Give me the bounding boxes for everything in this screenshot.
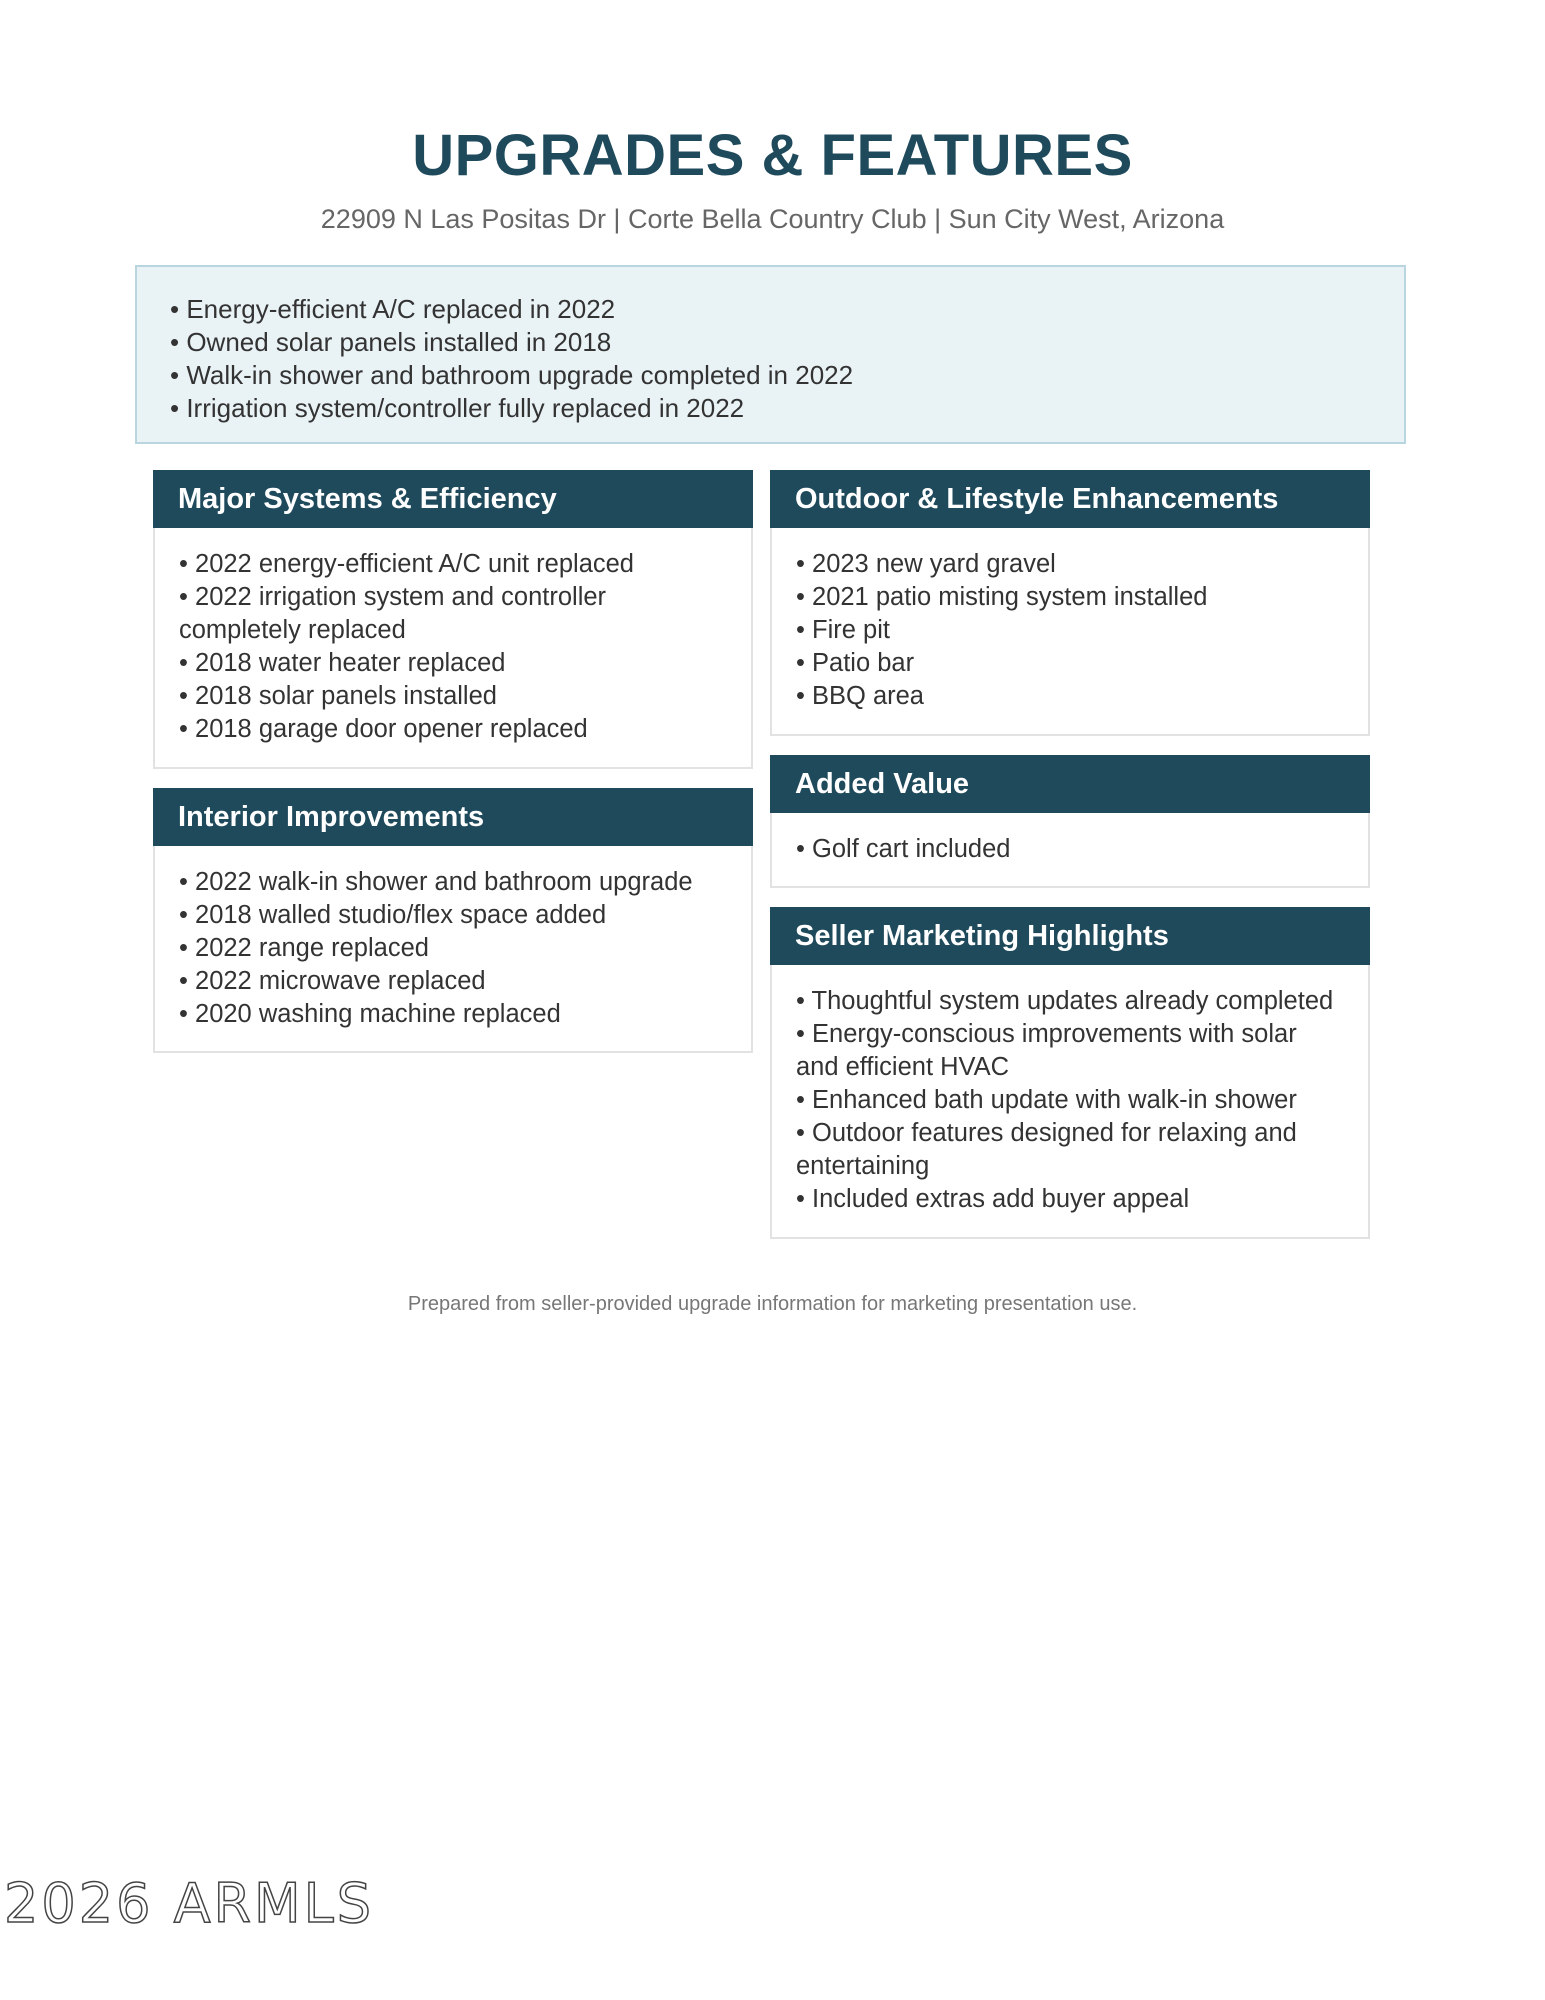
list-item: • 2022 range replaced [179, 934, 429, 962]
interior-improvements-card [153, 788, 753, 1053]
list-item: • 2018 walled studio/flex space added [179, 901, 607, 929]
list-item: • 2022 irrigation system and controller [179, 583, 607, 611]
list-item: • Golf cart included [796, 835, 1011, 863]
list-item: • 2020 washing machine replaced [179, 1000, 561, 1028]
page-title: UPGRADES & FEATURES [412, 123, 1133, 188]
list-item: • 2018 garage door opener replaced [179, 715, 588, 743]
list-item: • 2023 new yard gravel [796, 550, 1056, 578]
outdoor-lifestyle-card [770, 470, 1370, 736]
list-item: • 2022 microwave replaced [179, 967, 486, 995]
list-item: • 2018 solar panels installed [179, 682, 497, 710]
interior-improvements-heading: Interior Improvements [153, 788, 753, 846]
added-value-card [770, 755, 1370, 888]
list-item: • Thoughtful system updates already completed [796, 987, 1334, 1015]
summary-item: • Owned solar panels installed in 2018 [170, 327, 612, 357]
list-item: • Fire pit [796, 616, 890, 644]
outdoor-lifestyle-heading: Outdoor & Lifestyle Enhancements [770, 470, 1370, 528]
summary-item: • Irrigation system/controller fully replaced in 2022 [170, 393, 745, 423]
list-item: • Included extras add buyer appeal [796, 1185, 1190, 1213]
added-value-heading: Added Value [770, 755, 1370, 813]
list-item: and efficient HVAC [796, 1053, 1010, 1081]
seller-highlights-card [770, 907, 1370, 1239]
list-item: • 2022 energy-efficient A/C unit replaced [179, 550, 634, 578]
property-address-subtitle: 22909 N Las Positas Dr | Corte Bella Country Club | Sun City West, Arizona [320, 204, 1225, 234]
list-item: • 2018 water heater replaced [179, 649, 506, 677]
major-systems-card [153, 470, 753, 769]
summary-box [135, 265, 1406, 444]
seller-highlights-heading: Seller Marketing Highlights [770, 907, 1370, 965]
major-systems-heading: Major Systems & Efficiency [153, 470, 753, 528]
list-item: • 2021 patio misting system installed [796, 583, 1208, 611]
list-item: • 2022 walk-in shower and bathroom upgrade [179, 868, 693, 896]
list-item: entertaining [796, 1152, 930, 1180]
list-item: • Outdoor features designed for relaxing and [796, 1119, 1297, 1147]
list-item: completely replaced [179, 616, 406, 644]
list-item: • Enhanced bath update with walk-in shower [796, 1086, 1297, 1114]
armls-watermark: 2026 ARMLS [4, 1872, 375, 1935]
footer-note: Prepared from seller-provided upgrade information for marketing presentation use. [407, 1293, 1138, 1315]
summary-item: • Walk-in shower and bathroom upgrade completed in 2022 [170, 360, 854, 390]
summary-item: • Energy-efficient A/C replaced in 2022 [170, 294, 616, 324]
list-item: • Energy-conscious improvements with solar [796, 1020, 1297, 1048]
list-item: • BBQ area [796, 682, 924, 710]
list-item: • Patio bar [796, 649, 915, 677]
